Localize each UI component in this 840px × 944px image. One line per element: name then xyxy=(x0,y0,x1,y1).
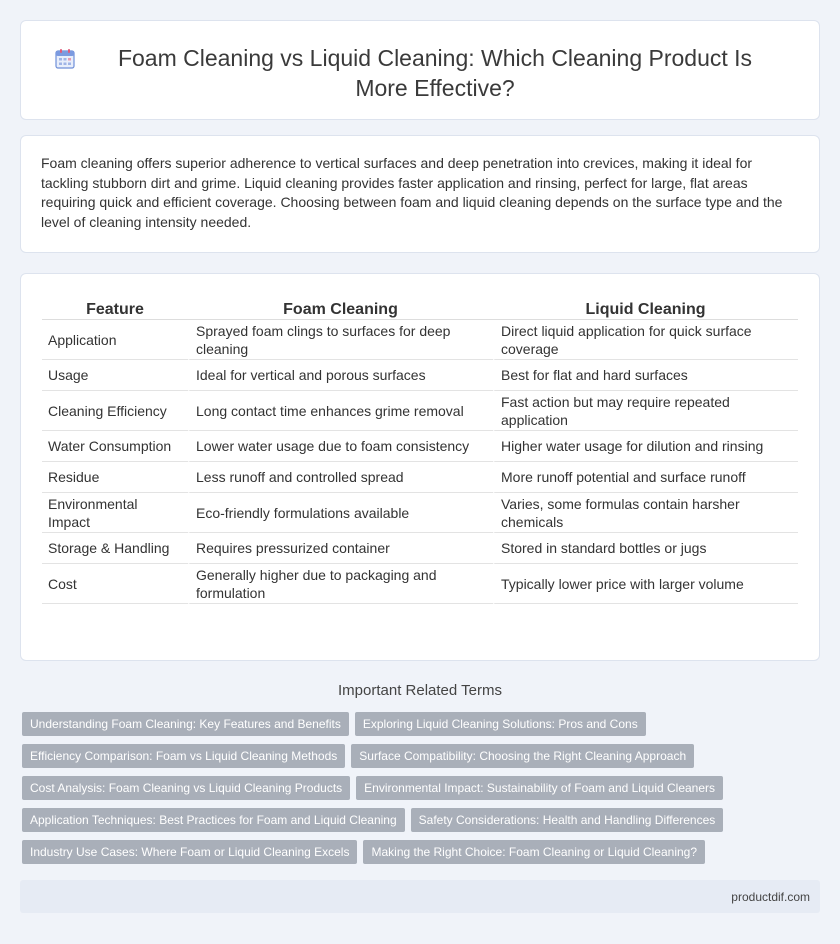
related-term-link[interactable]: Efficiency Comparison: Foam vs Liquid Cleaning Methods xyxy=(22,744,345,768)
table-row xyxy=(42,360,798,391)
intro-paragraph: Foam cleaning offers superior adherence to vertical surfaces and deep penetration into crevices, making it ideal for tackling stubborn dirt and grime. Liquid cleaning provides faster application and rinsing, perfect for large, flat areas requiring quick and efficient coverage. Choosing between foam and liquid cleaning depends on the surface type and the level of cleaning intensity needed. xyxy=(41,155,783,230)
related-term-link[interactable]: Making the Right Choice: Foam Cleaning or Liquid Cleaning? xyxy=(363,840,705,864)
footer-site[interactable]: productdif.com xyxy=(731,890,810,904)
feature-cell: Cost xyxy=(42,564,188,604)
related-term-link[interactable]: Industry Use Cases: Where Foam or Liquid Cleaning Excels xyxy=(22,840,357,864)
liquid-cell: Fast action but may require repeated application xyxy=(493,391,798,431)
comparison-table xyxy=(42,296,798,604)
liquid-cell: More runoff potential and surface runoff xyxy=(493,462,798,493)
related-term-link[interactable]: Understanding Foam Cleaning: Key Features and Benefits xyxy=(22,712,349,736)
feature-cell: Environmental Impact xyxy=(42,493,188,533)
table-row xyxy=(42,391,798,431)
table-row xyxy=(42,320,798,360)
foam-cell: Sprayed foam clings to surfaces for deep cleaning xyxy=(188,320,493,360)
liquid-cell: Stored in standard bottles or jugs xyxy=(493,533,798,564)
page-title: Foam Cleaning vs Liquid Cleaning: Which Cleaning Product Is More Effective? xyxy=(117,45,753,101)
foam-cell: Ideal for vertical and porous surfaces xyxy=(188,360,493,391)
related-term-link[interactable]: Environmental Impact: Sustainability of Foam and Liquid Cleaners xyxy=(356,776,723,800)
feature-cell: Usage xyxy=(42,360,188,391)
table-row xyxy=(42,564,798,604)
liquid-cell: Higher water usage for dilution and rinsing xyxy=(493,431,798,462)
table-row xyxy=(42,533,798,564)
title-card xyxy=(20,20,820,120)
foam-cell: Long contact time enhances grime removal xyxy=(188,391,493,431)
foam-cell: Less runoff and controlled spread xyxy=(188,462,493,493)
comparison-card xyxy=(20,273,820,661)
header-feature: Feature xyxy=(42,296,188,320)
related-term-link[interactable]: Cost Analysis: Foam Cleaning vs Liquid Cleaning Products xyxy=(22,776,350,800)
table-row xyxy=(42,493,798,533)
footer-bar xyxy=(20,880,820,913)
foam-cell: Lower water usage due to foam consistency xyxy=(188,431,493,462)
related-terms-list xyxy=(22,712,822,872)
related-term-link[interactable]: Surface Compatibility: Choosing the Right Cleaning Approach xyxy=(351,744,694,768)
liquid-cell: Varies, some formulas contain harsher chemicals xyxy=(493,493,798,533)
foam-cell: Requires pressurized container xyxy=(188,533,493,564)
intro-card xyxy=(20,135,820,253)
header-liquid: Liquid Cleaning xyxy=(493,296,798,320)
feature-cell: Cleaning Efficiency xyxy=(42,391,188,431)
feature-cell: Water Consumption xyxy=(42,431,188,462)
related-term-link[interactable]: Application Techniques: Best Practices for Foam and Liquid Cleaning xyxy=(22,808,405,832)
liquid-cell: Direct liquid application for quick surface coverage xyxy=(493,320,798,360)
related-term-link[interactable]: Exploring Liquid Cleaning Solutions: Pros and Cons xyxy=(355,712,646,736)
feature-cell: Application xyxy=(42,320,188,360)
table-row xyxy=(42,462,798,493)
foam-cell: Generally higher due to packaging and formulation xyxy=(188,564,493,604)
related-terms-heading: Important Related Terms xyxy=(338,682,502,699)
liquid-cell: Best for flat and hard surfaces xyxy=(493,360,798,391)
feature-cell: Storage & Handling xyxy=(42,533,188,564)
liquid-cell: Typically lower price with larger volume xyxy=(493,564,798,604)
related-term-link[interactable]: Safety Considerations: Health and Handling Differences xyxy=(411,808,724,832)
table-row xyxy=(42,431,798,462)
foam-cell: Eco-friendly formulations available xyxy=(188,493,493,533)
feature-cell: Residue xyxy=(42,462,188,493)
header-foam: Foam Cleaning xyxy=(188,296,493,320)
